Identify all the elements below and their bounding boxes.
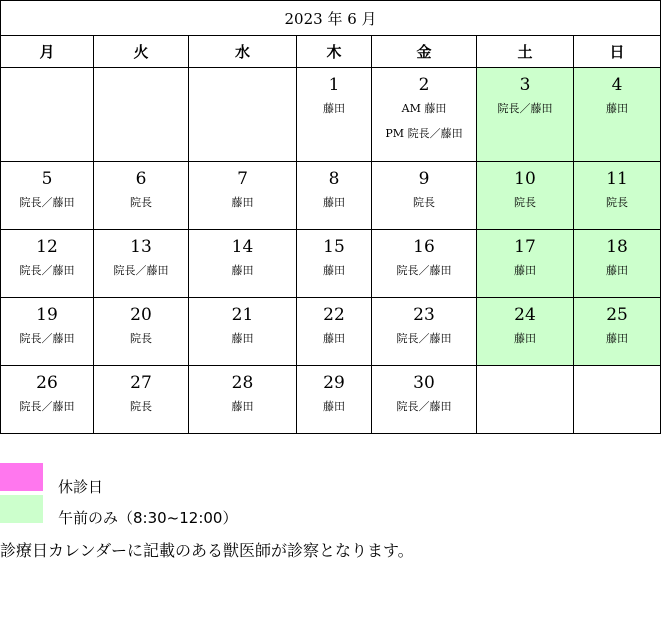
weekday-header: 金	[372, 36, 477, 68]
day-number: 2	[418, 75, 430, 95]
doctor-on-duty: 院長	[413, 196, 435, 209]
doctor-on-duty: 院長／藤田	[19, 264, 75, 277]
calendar-day-cell	[477, 366, 574, 434]
calendar-day-cell	[477, 298, 574, 366]
weekday-header: 水	[189, 36, 297, 68]
doctor-on-duty: 藤田	[231, 264, 254, 277]
calendar-body	[1, 68, 661, 434]
calendar-day-cell	[189, 366, 297, 434]
day-number: 17	[514, 237, 536, 257]
doctor-on-duty: 院長	[606, 196, 629, 209]
calendar-day-cell	[189, 68, 297, 162]
calendar-day-cell	[372, 162, 477, 230]
doctor-on-duty: 院長／藤田	[19, 400, 75, 413]
calendar-day-cell	[1, 366, 94, 434]
calendar-day-cell	[574, 298, 661, 366]
calendar-day-cell	[297, 366, 372, 434]
doctor-on-duty: 院長	[130, 400, 152, 413]
calendar-day-cell	[372, 230, 477, 298]
doctor-on-duty: 藤田	[606, 332, 629, 345]
calendar-day-cell	[477, 68, 574, 162]
doctor-on-duty: 藤田	[514, 332, 536, 345]
calendar-day-cell	[1, 298, 94, 366]
day-number: 20	[130, 305, 152, 325]
weekday-header: 木	[297, 36, 372, 68]
calendar-day-cell	[1, 230, 94, 298]
day-number: 8	[328, 169, 340, 189]
calendar-day-cell	[189, 298, 297, 366]
calendar-day-cell	[189, 230, 297, 298]
calendar-day-cell	[297, 162, 372, 230]
calendar-day-cell	[574, 366, 661, 434]
day-number: 9	[418, 169, 430, 189]
calendar-day-cell	[94, 162, 189, 230]
day-number: 11	[606, 169, 628, 189]
calendar-day-cell	[574, 162, 661, 230]
doctor-on-duty: 藤田	[606, 102, 629, 115]
day-number: 13	[130, 237, 152, 257]
day-number: 25	[606, 305, 628, 325]
doctor-on-duty: 院長／藤田	[19, 332, 75, 345]
calendar-day-cell	[574, 68, 661, 162]
calendar-week-row	[1, 366, 661, 434]
day-number: 29	[323, 373, 345, 393]
doctor-on-duty: 藤田	[231, 400, 254, 413]
calendar-day-cell	[372, 68, 477, 162]
calendar-day-cell	[477, 230, 574, 298]
calendar-day-cell	[477, 162, 574, 230]
day-number: 21	[231, 305, 254, 325]
calendar-week-row	[1, 230, 661, 298]
legend-closed-label: 休診日	[58, 478, 104, 496]
day-number: 16	[413, 237, 435, 257]
calendar-day-cell	[372, 366, 477, 434]
day-number: 19	[36, 305, 58, 325]
day-number: 26	[36, 373, 58, 393]
calendar-day-cell	[297, 298, 372, 366]
doctor-on-duty: 藤田	[323, 196, 345, 209]
calendar-day-cell	[94, 68, 189, 162]
calendar-week-row	[1, 298, 661, 366]
calendar-week-row	[1, 162, 661, 230]
calendar-day-cell	[189, 162, 297, 230]
legend-morning-label: 午前のみ（8:30~12:00）	[58, 509, 238, 527]
doctor-on-duty: 院長／藤田	[396, 332, 452, 345]
day-number: 1	[328, 75, 340, 95]
weekday-header: 日	[574, 36, 661, 68]
day-number: 30	[413, 373, 435, 393]
calendar-day-cell	[297, 68, 372, 162]
doctor-on-duty: 院長	[514, 196, 536, 209]
day-number: 6	[135, 169, 147, 189]
day-number: 23	[413, 305, 435, 325]
doctor-on-duty: 院長／藤田	[497, 102, 553, 115]
day-number: 14	[231, 237, 254, 257]
day-number: 5	[41, 169, 53, 189]
weekday-header: 火	[94, 36, 189, 68]
calendar-title: 2023 年 6 月	[1, 1, 661, 36]
day-number: 7	[237, 169, 248, 189]
weekday-header: 土	[477, 36, 574, 68]
doctor-on-duty: 院長／藤田	[396, 264, 452, 277]
calendar-day-cell	[1, 162, 94, 230]
day-number: 12	[36, 237, 58, 257]
doctor-on-duty: 藤田	[323, 400, 345, 413]
doctor-on-duty: 藤田	[323, 102, 345, 115]
doctor-on-duty: 院長	[130, 196, 152, 209]
doctor-on-duty: 院長／藤田	[113, 264, 169, 277]
weekday-header: 月	[1, 36, 94, 68]
day-number: 3	[519, 75, 531, 95]
calendar-day-cell	[574, 230, 661, 298]
calendar-week-row	[1, 68, 661, 162]
calendar-day-cell	[372, 298, 477, 366]
day-number: 28	[231, 373, 254, 393]
doctor-on-duty: 院長／藤田	[396, 400, 452, 413]
calendar-day-cell	[297, 230, 372, 298]
calendar-day-cell	[94, 366, 189, 434]
doctor-on-duty: 藤田	[231, 196, 254, 209]
calendar-day-cell	[94, 298, 189, 366]
day-number: 10	[514, 169, 536, 189]
calendar-day-cell	[1, 68, 94, 162]
doctor-on-duty: 藤田	[606, 264, 629, 277]
legend-closed-swatch	[0, 463, 43, 491]
doctor-on-duty: 藤田	[231, 332, 254, 345]
day-number: 15	[323, 237, 345, 257]
legend-morning-swatch	[0, 495, 43, 523]
day-number: 22	[323, 305, 345, 325]
doctor-on-duty: PM 院長／藤田	[385, 127, 463, 140]
doctor-on-duty: 藤田	[323, 332, 345, 345]
doctor-on-duty: AM 藤田	[401, 102, 447, 115]
day-number: 24	[514, 305, 536, 325]
doctor-on-duty: 院長／藤田	[19, 196, 75, 209]
calendar-day-cell	[94, 230, 189, 298]
weekday-header-row	[1, 36, 661, 68]
doctor-on-duty: 藤田	[323, 264, 345, 277]
calendar-note: 診療日カレンダーに記載のある獣医師が診察となります。	[0, 541, 414, 560]
doctor-on-duty: 院長	[130, 332, 152, 345]
day-number: 27	[130, 373, 152, 393]
doctor-on-duty: 藤田	[514, 264, 536, 277]
day-number: 18	[606, 237, 628, 257]
day-number: 4	[611, 75, 623, 95]
